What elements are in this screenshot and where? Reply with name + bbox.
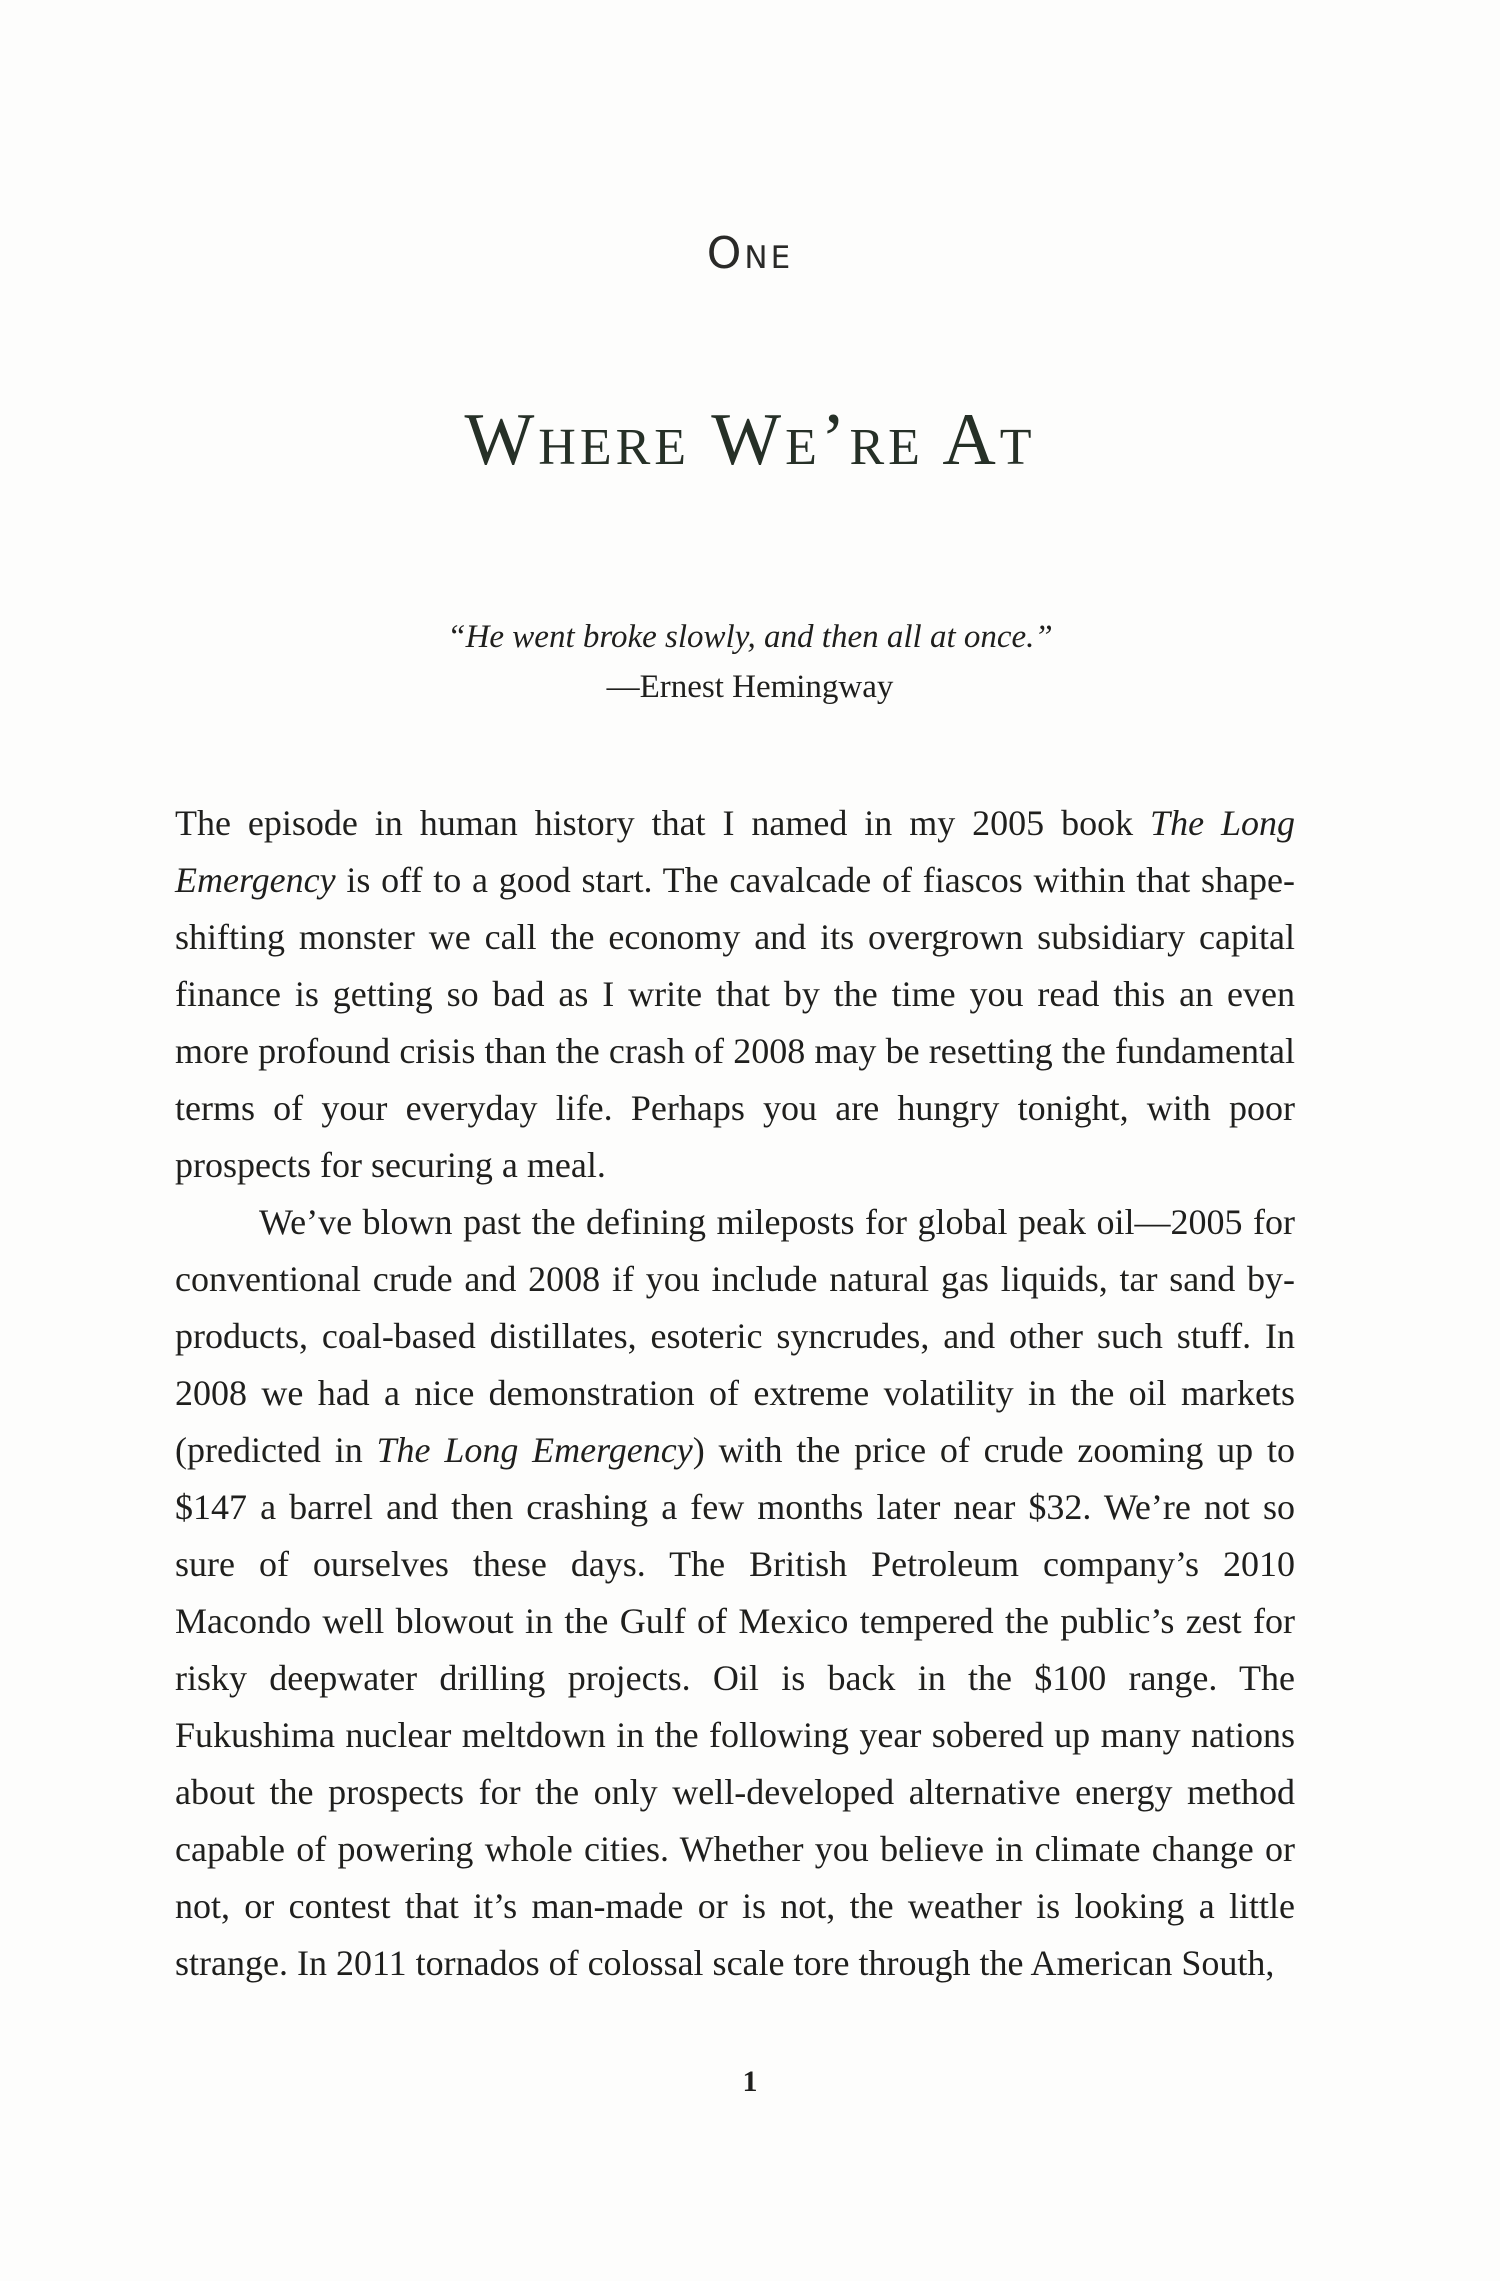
epigraph bbox=[0, 612, 1500, 712]
paragraph-text: We’ve blown past the defining mileposts for global peak oil—2005 for conventional crude and 2008 if you include natural gas liquids, tar sand by-products, coal-based distillates, esoteric syncrudes, and other such stuff. In 2008 we had a nice demonstration of extreme volatility in the oil markets (predicted in bbox=[175, 1202, 1295, 1470]
body-text bbox=[175, 795, 1295, 1992]
paragraph-text: is off to a good start. The cavalcade of fiascos within that shape-shifting monster we call the economy and its overgrown subsidiary capital finance is getting so bad as I write that by the time you read this an even more profound crisis than the crash of 2008 may be resetting the fundamental terms of your everyday life. Perhaps you are hungry tonight, with poor prospects for securing a meal. bbox=[175, 860, 1295, 1185]
book-title: The Long Emergency bbox=[175, 803, 1295, 900]
epigraph-quote: “He went broke slowly, and then all at once.” bbox=[447, 619, 1053, 655]
epigraph-attribution: —Ernest Hemingway bbox=[606, 669, 894, 705]
page-number: 1 bbox=[742, 2065, 758, 2098]
paragraph-2 bbox=[175, 1194, 1295, 1992]
book-title: The Long Emergency bbox=[376, 1430, 693, 1470]
chapter-number: One bbox=[706, 228, 794, 279]
paragraph-1 bbox=[175, 795, 1295, 1194]
paragraph-text: ) with the price of crude zooming up to $147 a barrel and then crashing a few months later near $32. We’re not so sure of ourselves these days. The British Petroleum company’s 2010 Macondo well blowout in the Gulf of Mexico tempered the public’s zest for risky deepwater drilling projects. Oil is back in the $100 range. The Fukushima nuclear meltdown in the following year sobered up many nations about the prospects for the only well-developed alternative energy method capable of powering whole cities. Whether you believe in climate change or not, or contest that it’s man-made or is not, the weather is looking a little strange. In 2011 tornados of colossal scale tore through the American South, bbox=[175, 1430, 1295, 1983]
paragraph-text: The episode in human history that I named in my 2005 book bbox=[175, 803, 1151, 843]
chapter-title: Where We’re At bbox=[464, 399, 1036, 481]
